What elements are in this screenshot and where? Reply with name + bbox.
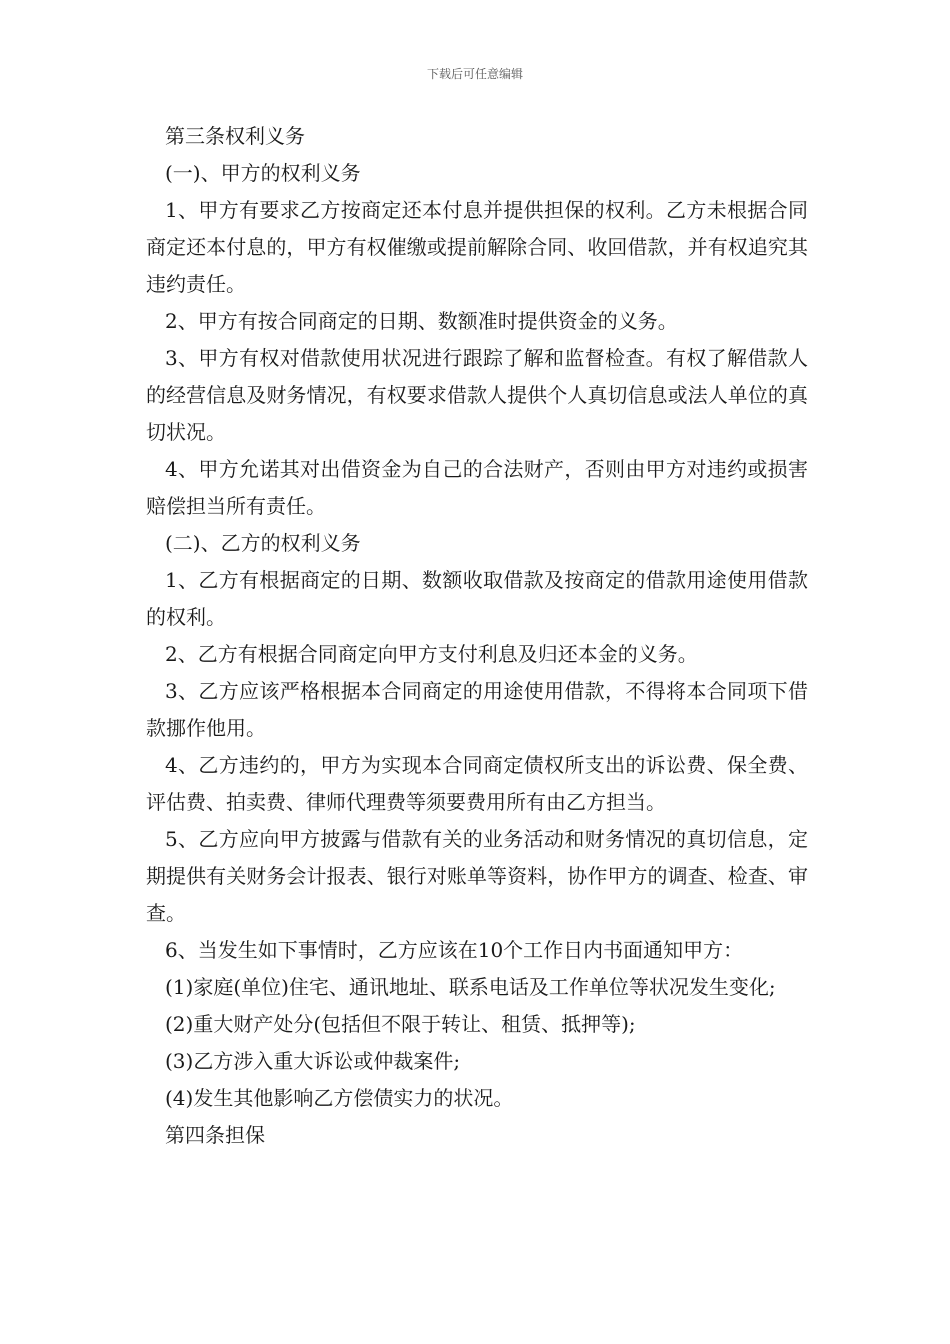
clause-paragraph: 4、乙方违约的，甲方为实现本合同商定债权所支出的诉讼费、保全费、评估费、拍卖费、律师代理费等须要费用所有由乙方担当。 (146, 753, 808, 814)
sub-clause-item: (2)重大财产处分(包括但不限于转让、租赁、抵押等); (165, 1012, 636, 1036)
clause-paragraph: 2、乙方有根据合同商定向甲方支付利息及归还本金的义务。 (165, 642, 698, 666)
clause-paragraph: 3、甲方有权对借款使用状况进行跟踪了解和监督检查。有权了解借款人的经营信息及财务情况，有权要求借款人提供个人真切信息或法人单位的真切状况。 (146, 346, 808, 444)
page-header: 下载后可任意编辑 (426, 67, 523, 81)
clause-paragraph: 5、乙方应向甲方披露与借款有关的业务活动和财务情况的真切信息，定期提供有关财务会计报表、银行对账单等资料，协作甲方的调查、检查、审查。 (146, 827, 808, 925)
sub-clause-item: (4)发生其他影响乙方偿债实力的状况。 (165, 1086, 514, 1110)
clause-paragraph: 2、甲方有按合同商定的日期、数额准时提供资金的义务。 (165, 309, 678, 333)
clause-paragraph: 1、乙方有根据商定的日期、数额收取借款及按商定的借款用途使用借款的权利。 (146, 568, 808, 629)
clause-paragraph: 6、当发生如下事情时，乙方应该在10个工作日内书面通知甲方： (165, 938, 744, 962)
clause-paragraph: 4、甲方允诺其对出借资金为自己的合法财产，否则由甲方对违约或损害赔偿担当所有责任。 (146, 457, 808, 518)
section-heading: (二)、乙方的权利义务 (165, 531, 361, 555)
sub-clause-item: (3)乙方涉入重大诉讼或仲裁案件; (165, 1049, 461, 1073)
section-heading: (一)、甲方的权利义务 (165, 161, 361, 185)
article-heading: 第四条担保 (165, 1123, 265, 1147)
article-heading: 第三条权利义务 (165, 124, 305, 148)
clause-paragraph: 3、乙方应该严格根据本合同商定的用途使用借款，不得将本合同项下借款挪作他用。 (146, 679, 808, 740)
sub-clause-item: (1)家庭(单位)住宅、通讯地址、联系电话及工作单位等状况发生变化; (165, 975, 776, 999)
clause-paragraph: 1、甲方有要求乙方按商定还本付息并提供担保的权利。乙方未根据合同商定还本付息的，甲方有权催缴或提前解除合同、收回借款，并有权追究其违约责任。 (146, 198, 808, 296)
document-body (146, 118, 808, 1154)
